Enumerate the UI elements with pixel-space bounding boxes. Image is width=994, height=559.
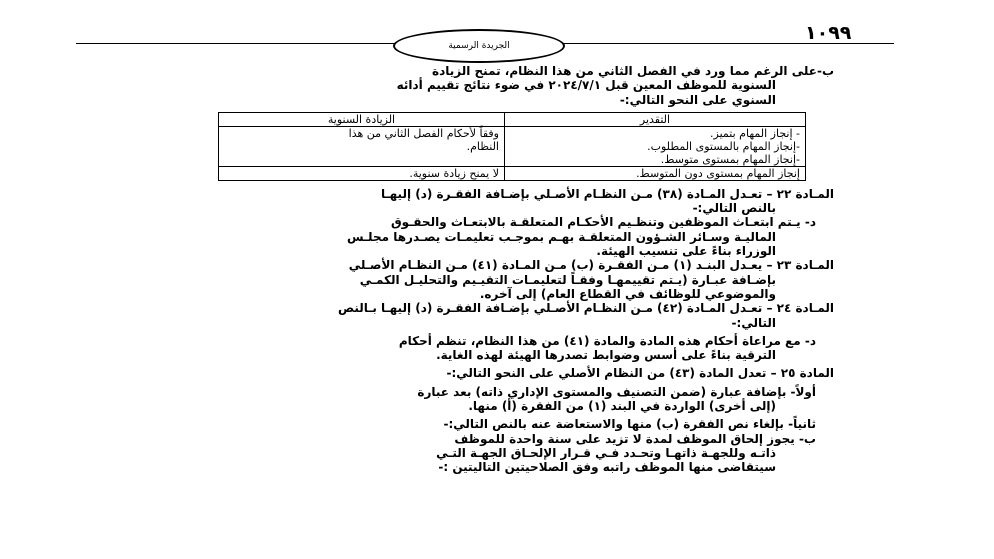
article-25 (94, 366, 834, 474)
cell-line: إنجاز المهام بمستوى دون المتوسط. (636, 166, 800, 180)
cell-line: -إنجاز المهام بمستوى متوسط. (660, 152, 800, 166)
text-line: المـادة ٢٣ – يعـدل البنـد (١) مـن الفقـرة (ب) مـن المـادة (٤١) مـن النظـام الأصـلي (348, 258, 834, 273)
text-line: ب-على الرغم مما ورد في الفصل الثاني من هذا النظام، تمنح الزيادة (432, 64, 834, 78)
text-line: الماليـة وسـائر الشـؤون المتعلقـة بهـم بموجـب تعليمـات يصـدرها مجلـس (346, 229, 776, 244)
text-line: والموضوعي للوظائف في القطاع العام) إلى آخره. (479, 286, 776, 301)
article-24 (94, 301, 834, 362)
text-line: السنوي على النحو التالي:- (619, 92, 776, 107)
cell-line: -إنجاز المهام بالمستوى المطلوب. (647, 139, 800, 153)
text-line: الترقية بناءً على أسس وضوابط تصدرها الهيئة لهذه الغاية. (436, 348, 776, 363)
text-line: (إلى أخرى) الواردة في البند (١) من الفقرة (أ) منها. (468, 399, 776, 414)
text-line: التالي:- (731, 315, 776, 330)
text-line: المـادة ٢٤ – تعـدل المـادة (٤٢) مـن النظـام الأصـلي بإضـافة الفقـرة (د) إليهـا بـالنص (337, 301, 834, 316)
text-line: بإضـافة عبـارة (يـتم تقييمهـا وفقـاً لتعليمـات التقيـيم والتحليـل الكمـي (359, 272, 776, 287)
table-cell-grade (505, 126, 806, 166)
column-header-increase: الزيادة السنوية (219, 112, 505, 126)
table-cell-grade (505, 166, 806, 180)
text-line: د- مع مراعاة أحكام هذه المادة والمادة (٤١) من هذا النظام، تنظم أحكام (398, 333, 816, 348)
text-line: أولاً- بإضافة عبارة (ضمن التصنيف والمستوى الإداري ذاته) بعد عبارة (417, 384, 816, 399)
publication-badge (393, 29, 565, 63)
annual-increase-table (218, 112, 806, 181)
table-cell-increase (219, 126, 505, 166)
table-row (219, 166, 806, 180)
document-body (94, 64, 834, 475)
text-line: ذاتـه وللجهـة ذاتهـا وتحـدد فـي قـرار الإلحـاق الجهـة التـي (436, 445, 776, 460)
column-header-grade: التقدير (505, 112, 806, 126)
cell-line: النظام. (466, 139, 499, 153)
intro-paragraph (94, 64, 834, 107)
text-line: بالنص التالي:- (692, 201, 776, 216)
page-number: ١٠٩٩ (805, 22, 852, 44)
text-line: د- يـتم ابتعـاث الموظفين وتنظـيم الأحكـام المتعلقـة بالابتعـاث والحقـوق (390, 215, 816, 230)
table-header-row (219, 112, 806, 126)
table-row (219, 126, 806, 166)
table-cell-increase (219, 166, 505, 180)
text-line: الوزراء بناءً على تنسيب الهيئة. (596, 244, 776, 259)
cell-line: وفقاً لأحكام الفصل الثاني من هذا (348, 126, 499, 140)
text-line: ثانياً- بإلغاء نص الفقرة (ب) منها والاستعاضة عنه بالنص التالي:- (443, 417, 816, 432)
text-line: سيتقاضى منها الموظف راتبه وفق الصلاحيتين التاليتين :- (438, 460, 776, 475)
text-line: المـادة ٢٢ – تعـدل المـادة (٣٨) مـن النظـام الأصـلي بإضـافة الفقـرة (د) إليهـا (381, 186, 834, 201)
cell-line: - إنجاز المهام بتميز. (710, 126, 800, 140)
text-line: ب- يجوز إلحاق الموظف لمدة لا تزيد على سنة واحدة للموظف (454, 431, 816, 446)
cell-line: لا يمنح زيادة سنوية. (409, 166, 499, 180)
text-line: السنوية للموظف المعين قبل ٢٠٢٤/٧/١ في ضوء نتائج تقييم أدائه (396, 78, 776, 93)
article-23 (94, 258, 834, 301)
publication-name: الجريدة الرسمية (448, 41, 510, 51)
text-line: المادة ٢٥ – تعدل المادة (٤٣) من النظام الأصلي على النحو التالي:- (446, 366, 834, 381)
article-22 (94, 187, 834, 258)
